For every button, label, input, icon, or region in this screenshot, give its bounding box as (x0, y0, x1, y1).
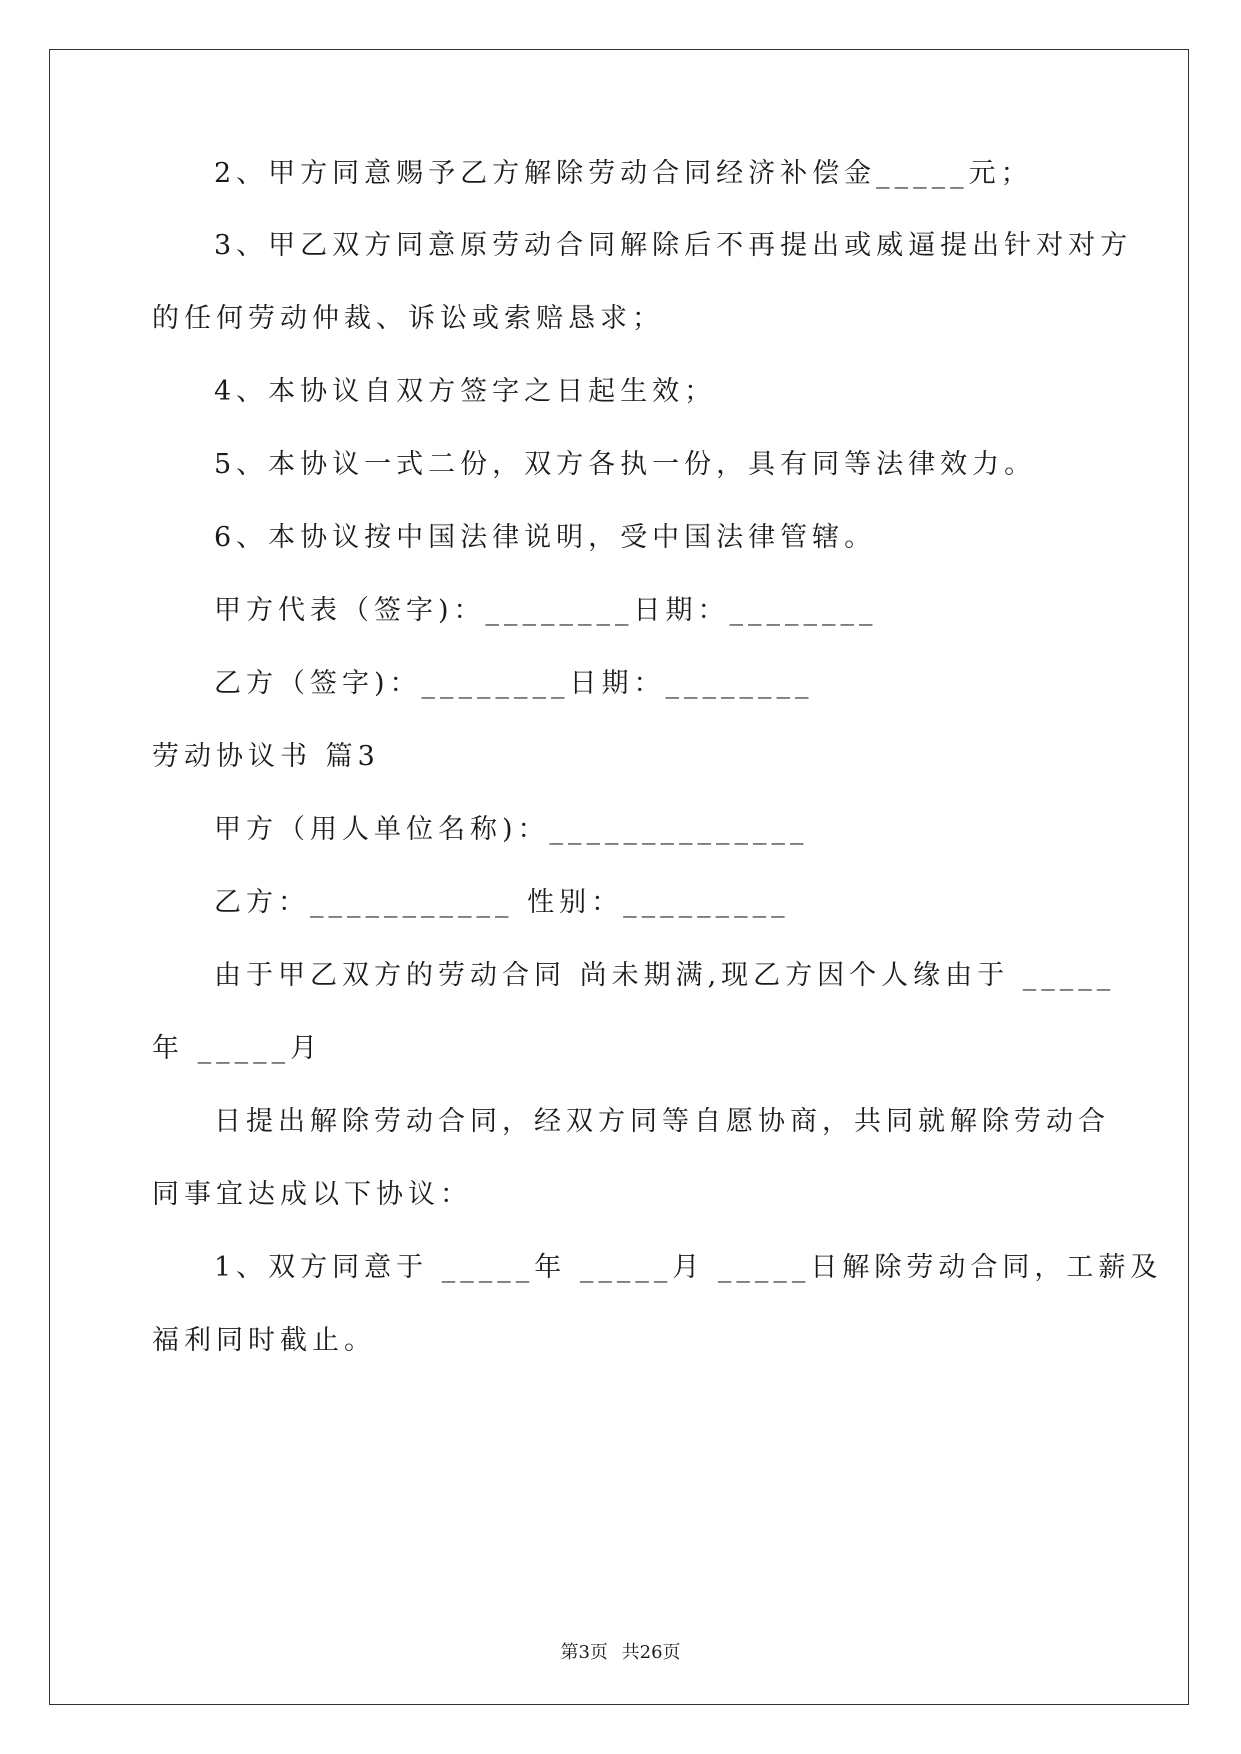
paragraph-compensation: 2、甲方同意赐予乙方解除劳动合同经济补偿金_____元； (214, 158, 1033, 189)
paragraph-reason-line1: 由于甲乙双方的劳动合同 尚未期满,现乙方因个人缘由于 _____ (214, 960, 1116, 991)
party-b-gender: 乙方：___________ 性别：_________ (214, 887, 790, 918)
page-total: 共26页 (621, 1642, 681, 1663)
paragraph-governing-law: 6、本协议按中国法律说明，受中国法律管辖。 (214, 522, 877, 553)
paragraph-agreement-line2: 同事宜达成以下协议： (152, 1179, 472, 1210)
page-footer (0, 1638, 1241, 1664)
page-number: 第3页 (560, 1642, 608, 1663)
party-a-employer: 甲方（用人单位名称)：______________ (214, 814, 809, 845)
paragraph-no-claims-line1: 3、甲乙双方同意原劳动合同解除后不再提出或威逼提出针对对方 (214, 230, 1133, 261)
signature-party-a: 甲方代表（签字)：________日期：________ (214, 595, 878, 626)
clause-termination-line1: 1、双方同意于 _____年 _____月 _____日解除劳动合同，工薪及 (214, 1252, 1163, 1283)
section-heading: 劳动协议书 篇3 (152, 741, 380, 772)
signature-party-b: 乙方（签字)：________日期：________ (214, 668, 814, 699)
page-border (49, 49, 1189, 1705)
paragraph-agreement-line1: 日提出解除劳动合同，经双方同等自愿协商，共同就解除劳动合 (214, 1106, 1110, 1137)
paragraph-reason-line2: 年 _____月 (152, 1033, 323, 1064)
paragraph-copies: 5、本协议一式二份，双方各执一份，具有同等法律效力。 (214, 449, 1037, 480)
clause-termination-line2: 福利同时截止。 (152, 1325, 376, 1356)
paragraph-no-claims-line2: 的任何劳动仲裁、诉讼或索赔恳求； (152, 303, 664, 334)
paragraph-effective: 4、本协议自双方签字之日起生效； (214, 376, 717, 407)
